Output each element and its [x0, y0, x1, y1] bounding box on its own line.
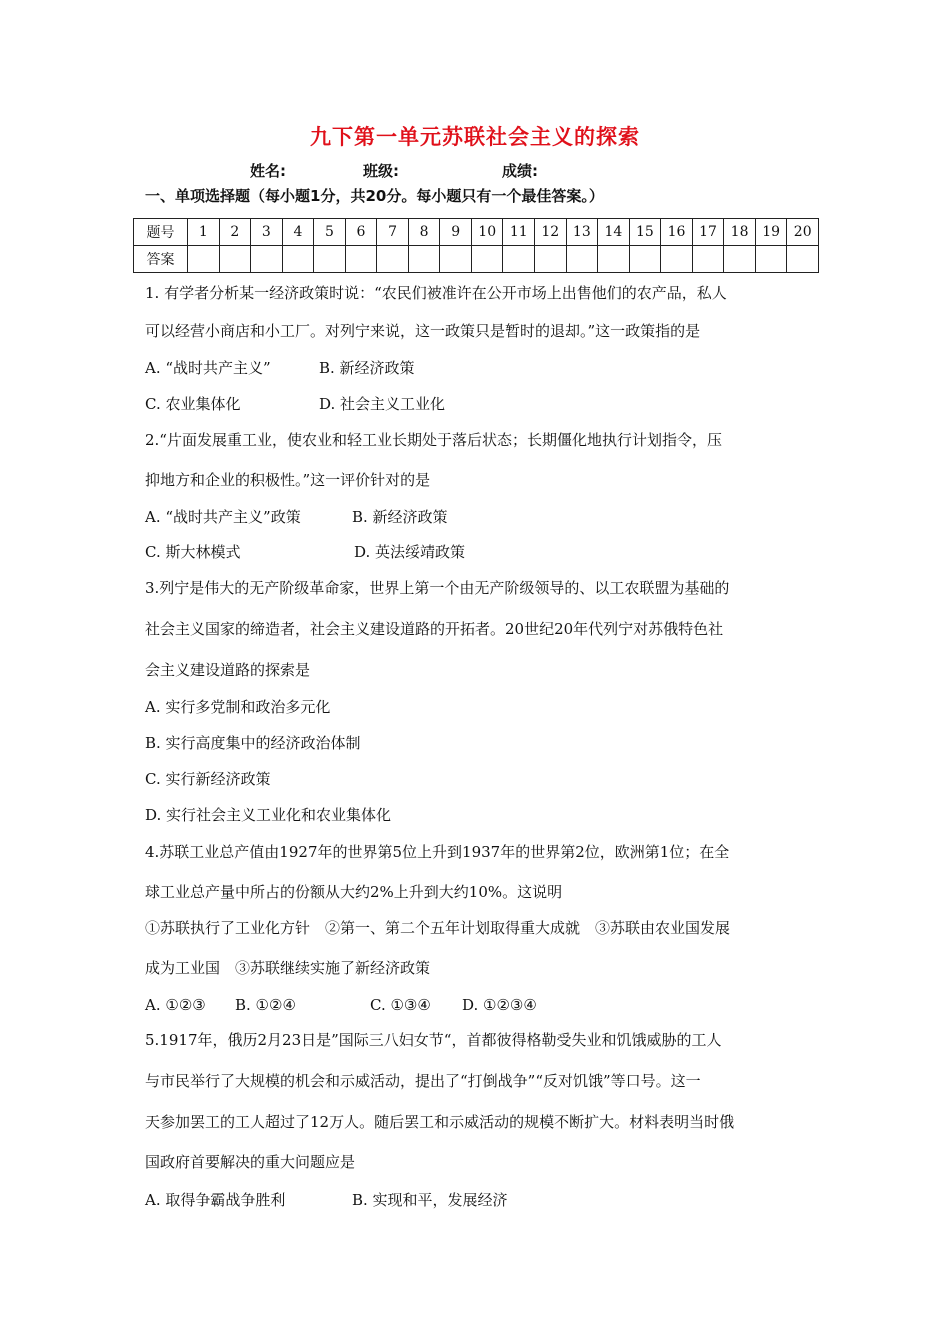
answer-cell[interactable]: [471, 246, 503, 273]
q1-option-d: D. 社会主义工业化: [319, 395, 446, 413]
answer-cell[interactable]: [251, 246, 283, 273]
q1-option-a: A. “战时共产主义”: [145, 359, 271, 377]
q2-option-c: C. 斯大林模式: [145, 543, 241, 561]
q4-stem-line2: 球工业总产量中所占的份额从大约2%上升到大约10%。这说明: [145, 883, 563, 901]
number-cell: 14: [598, 219, 630, 246]
number-cell: 4: [282, 219, 314, 246]
row-label-number: 题号: [134, 219, 188, 246]
q5-stem-line1: 5.1917年，俄历2月23日是”国际三八妇女节“，首都彼得格勒受失业和饥饿威胁的工人: [145, 1031, 722, 1049]
q1-stem-line1: 1. 有学者分析某一经济政策时说：“农民们被准许在公开市场上出售他们的农产品，私人: [145, 284, 727, 302]
q3-stem-line2: 社会主义国家的缔造者，社会主义建设道路的开拓者。20世纪20年代列宁对苏俄特色社: [145, 620, 724, 638]
number-cell: 16: [661, 219, 693, 246]
answer-cell[interactable]: [282, 246, 314, 273]
answer-cell[interactable]: [692, 246, 724, 273]
q2-stem-line2: 抑地方和企业的积极性。”这一评价针对的是: [145, 471, 431, 489]
q4-stem-line4: 成为工业国 ③苏联继续实施了新经济政策: [145, 959, 431, 977]
q2-option-d: D. 英法绥靖政策: [354, 543, 466, 561]
number-cell: 1: [188, 219, 220, 246]
q2-stem-line1: 2.“片面发展重工业，使农业和轻工业长期处于落后状态；长期僵化地执行计划指令，压: [145, 431, 722, 449]
answer-cell[interactable]: [566, 246, 598, 273]
name-label: 姓名:: [250, 162, 286, 180]
q3-stem-line3: 会主义建设道路的探索是: [145, 661, 311, 679]
q2-option-a: A. “战时共产主义”政策: [145, 508, 301, 526]
q5-stem-line4: 国政府首要解决的重大问题应是: [145, 1153, 356, 1171]
q4-option-c: C. ①③④: [370, 996, 431, 1014]
q5-stem-line2: 与市民举行了大规模的机会和示威活动，提出了“打倒战争”“反对饥饿”等口号。这一: [145, 1072, 701, 1090]
q1-option-b: B. 新经济政策: [319, 359, 415, 377]
answer-cell[interactable]: [408, 246, 440, 273]
q4-stem-line1: 4.苏联工业总产值由1927年的世界第5位上升到1937年的世界第2位，欧洲第1位；在全: [145, 843, 730, 861]
number-cell: 3: [251, 219, 283, 246]
number-cell: 12: [535, 219, 567, 246]
answer-cell[interactable]: [377, 246, 409, 273]
answer-cell[interactable]: [188, 246, 220, 273]
number-cell: 13: [566, 219, 598, 246]
number-cell: 17: [692, 219, 724, 246]
answer-cell[interactable]: [661, 246, 693, 273]
number-cell: 2: [219, 219, 251, 246]
class-label: 班级:: [363, 162, 399, 180]
number-cell: 10: [471, 219, 503, 246]
answer-cell[interactable]: [598, 246, 630, 273]
q4-stem-line3: ①苏联执行了工业化方针 ②第一、第二个五年计划取得重大成就 ③苏联由农业国发展: [145, 919, 731, 937]
section-heading: 一、单项选择题（每小题1分，共20分。每小题只有一个最佳答案。）: [145, 187, 604, 205]
row-label-answer: 答案: [134, 246, 188, 273]
answer-cell[interactable]: [724, 246, 756, 273]
number-cell: 6: [345, 219, 377, 246]
q1-stem-line2: 可以经营小商店和小工厂。对列宁来说，这一政策只是暂时的退却。”这一政策指的是: [145, 322, 701, 340]
q3-option-c: C. 实行新经济政策: [145, 770, 271, 788]
q4-option-d: D. ①②③④: [462, 996, 537, 1014]
q3-option-b: B. 实行高度集中的经济政治体制: [145, 734, 361, 752]
q1-option-c: C. 农业集体化: [145, 395, 241, 413]
answer-cell[interactable]: [629, 246, 661, 273]
number-cell: 7: [377, 219, 409, 246]
page-title: 九下第一单元苏联社会主义的探索: [310, 125, 640, 149]
answer-cell[interactable]: [535, 246, 567, 273]
q3-stem-line1: 3.列宁是伟大的无产阶级革命家，世界上第一个由无产阶级领导的、以工农联盟为基础的: [145, 579, 730, 597]
number-cell: 5: [314, 219, 346, 246]
answer-cell[interactable]: [755, 246, 787, 273]
answer-cell[interactable]: [440, 246, 472, 273]
answer-row: [134, 246, 819, 273]
answer-cell[interactable]: [345, 246, 377, 273]
question-number-row: [134, 219, 819, 246]
number-cell: 11: [503, 219, 535, 246]
q4-option-a: A. ①②③: [145, 996, 206, 1014]
q3-option-a: A. 实行多党制和政治多元化: [145, 698, 331, 716]
answer-cell[interactable]: [219, 246, 251, 273]
q5-option-a: A. 取得争霸战争胜利: [145, 1191, 286, 1209]
q3-option-d: D. 实行社会主义工业化和农业集体化: [145, 806, 392, 824]
score-label: 成绩:: [502, 162, 538, 180]
q5-option-b: B. 实现和平，发展经济: [352, 1191, 508, 1209]
answer-table: [133, 218, 819, 273]
number-cell: 19: [755, 219, 787, 246]
number-cell: 15: [629, 219, 661, 246]
q5-stem-line3: 天参加罢工的工人超过了12万人。随后罢工和示威活动的规模不断扩大。材料表明当时俄: [145, 1113, 735, 1131]
number-cell: 18: [724, 219, 756, 246]
number-cell: 9: [440, 219, 472, 246]
answer-cell[interactable]: [503, 246, 535, 273]
number-cell: 20: [787, 219, 819, 246]
q2-option-b: B. 新经济政策: [352, 508, 448, 526]
q4-option-b: B. ①②④: [235, 996, 296, 1014]
answer-cell[interactable]: [787, 246, 819, 273]
answer-cell[interactable]: [314, 246, 346, 273]
number-cell: 8: [408, 219, 440, 246]
